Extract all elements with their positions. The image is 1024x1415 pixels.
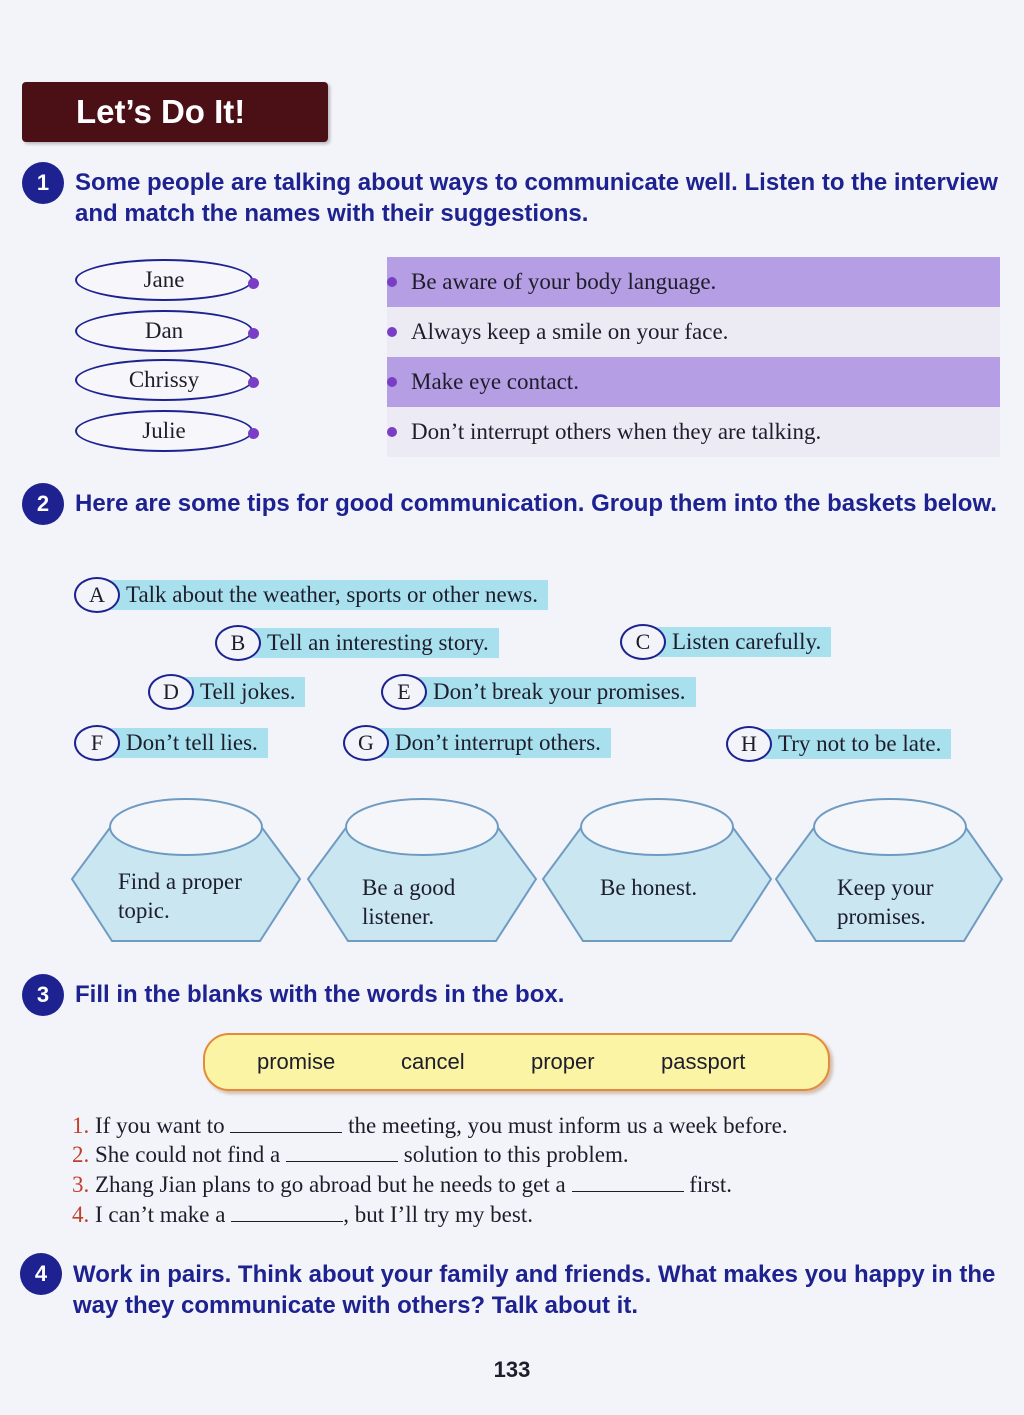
tip-text: Tell an interesting story. — [237, 628, 499, 658]
tip-a[interactable] — [74, 577, 548, 613]
word-option: passport — [661, 1049, 746, 1074]
tip-letter: H — [726, 726, 772, 762]
tip-letter: D — [148, 674, 194, 710]
match-dot[interactable] — [387, 277, 397, 287]
blank-input[interactable] — [572, 1169, 684, 1192]
word-option: proper — [531, 1049, 595, 1074]
match-dot[interactable] — [248, 377, 259, 388]
sentence-number: 2. — [72, 1142, 90, 1167]
suggestion-text: Always keep a smile on your face. — [411, 319, 729, 344]
tip-d[interactable] — [148, 674, 305, 710]
sentence-4 — [72, 1199, 972, 1230]
match-dot[interactable] — [248, 328, 259, 339]
sentence-number: 4. — [72, 1202, 90, 1227]
tip-letter: G — [343, 725, 389, 761]
name-jane[interactable]: Jane — [75, 259, 253, 301]
exercise-number-1: 1 — [22, 162, 64, 204]
sentence-after: , but I’ll try my best. — [343, 1202, 533, 1227]
word-box — [203, 1033, 830, 1091]
suggestion-text: Be aware of your body language. — [411, 269, 717, 294]
sentence-3 — [72, 1169, 972, 1200]
suggestion-1[interactable] — [387, 257, 1000, 307]
exercise-number-3: 3 — [22, 974, 64, 1016]
sentence-before: If you want to — [95, 1113, 225, 1138]
exercise-3-instruction: Fill in the blanks with the words in the box. — [75, 981, 565, 1008]
match-dot[interactable] — [387, 427, 397, 437]
sentence-number: 3. — [72, 1172, 90, 1197]
tip-text: Talk about the weather, sports or other news. — [96, 580, 548, 610]
name-dan[interactable]: Dan — [75, 310, 253, 352]
exercise-2-instruction: Here are some tips for good communication. Group them into the baskets below. — [75, 490, 997, 517]
tip-g[interactable] — [343, 725, 611, 761]
sentence-number: 1. — [72, 1113, 90, 1138]
basket-label-line1: Find a proper — [118, 869, 242, 894]
match-dot[interactable] — [248, 278, 259, 289]
exercise-4-instruction: Work in pairs. Think about your family and friends. What makes you happy in the way they communicate with others? Talk about it. — [73, 1261, 996, 1319]
word-option: promise — [257, 1049, 336, 1074]
sentence-before: Zhang Jian plans to go abroad but he needs to get a — [95, 1172, 566, 1197]
match-dot[interactable] — [387, 377, 397, 387]
exercise-1-instruction: Some people are talking about ways to communicate well. Listen to the interview and match the names with their suggestions. — [75, 169, 998, 227]
tip-letter: B — [215, 625, 261, 661]
sentence-after: solution to this problem. — [403, 1142, 629, 1167]
suggestion-4[interactable] — [387, 407, 1000, 457]
tip-c[interactable] — [620, 624, 831, 660]
suggestion-2[interactable] — [387, 307, 1000, 357]
basket-label-line2: topic. — [118, 898, 170, 923]
tip-f[interactable] — [74, 725, 268, 761]
tip-b[interactable] — [215, 625, 499, 661]
page-number: 133 — [493, 1357, 531, 1382]
sentence-before: I can’t make a — [95, 1202, 226, 1227]
name-chrissy[interactable]: Chrissy — [75, 359, 253, 401]
tip-text: Tell jokes. — [170, 677, 305, 707]
basket-label-line2: listener. — [362, 904, 435, 929]
basket-good-listener[interactable] — [306, 797, 538, 947]
exercise-number-2: 2 — [22, 483, 64, 525]
tip-e[interactable] — [381, 674, 696, 710]
basket-label-line1: Be honest. — [600, 875, 698, 900]
basket-label-line1: Be a good — [362, 875, 456, 900]
sentence-2 — [72, 1139, 972, 1170]
name-julie[interactable]: Julie — [75, 410, 253, 452]
basket-label-line2: promises. — [837, 904, 926, 929]
tip-text: Try not to be late. — [748, 729, 951, 759]
basket-icon — [541, 797, 773, 947]
sentence-1 — [72, 1110, 972, 1141]
sentence-after: the meeting, you must inform us a week before. — [348, 1113, 788, 1138]
tip-text: Listen carefully. — [642, 627, 831, 657]
tip-letter: F — [74, 725, 120, 761]
suggestion-text: Don’t interrupt others when they are talking. — [411, 419, 822, 444]
basket-be-honest[interactable] — [541, 797, 773, 947]
tip-letter: E — [381, 674, 427, 710]
exercise-number-4: 4 — [20, 1253, 62, 1295]
tip-text: Don’t break your promises. — [403, 677, 696, 707]
blank-input[interactable] — [286, 1139, 398, 1162]
suggestion-3[interactable] — [387, 357, 1000, 407]
sentence-after: first. — [689, 1172, 733, 1197]
tip-text: Don’t interrupt others. — [365, 728, 611, 758]
word-option: cancel — [401, 1049, 465, 1074]
basket-label-line1: Keep your — [837, 875, 934, 900]
blank-input[interactable] — [230, 1110, 342, 1133]
lesson-title: Let’s Do It! — [22, 82, 328, 142]
match-dot[interactable] — [387, 327, 397, 337]
tip-h[interactable] — [726, 726, 951, 762]
basket-find-topic[interactable] — [70, 797, 302, 947]
sentence-before: She could not find a — [95, 1142, 281, 1167]
tip-letter: A — [74, 577, 120, 613]
basket-keep-promises[interactable] — [774, 797, 1006, 947]
blank-input[interactable] — [231, 1199, 343, 1222]
match-dot[interactable] — [248, 428, 259, 439]
tip-text: Don’t tell lies. — [96, 728, 268, 758]
suggestion-text: Make eye contact. — [411, 369, 579, 394]
tip-letter: C — [620, 624, 666, 660]
